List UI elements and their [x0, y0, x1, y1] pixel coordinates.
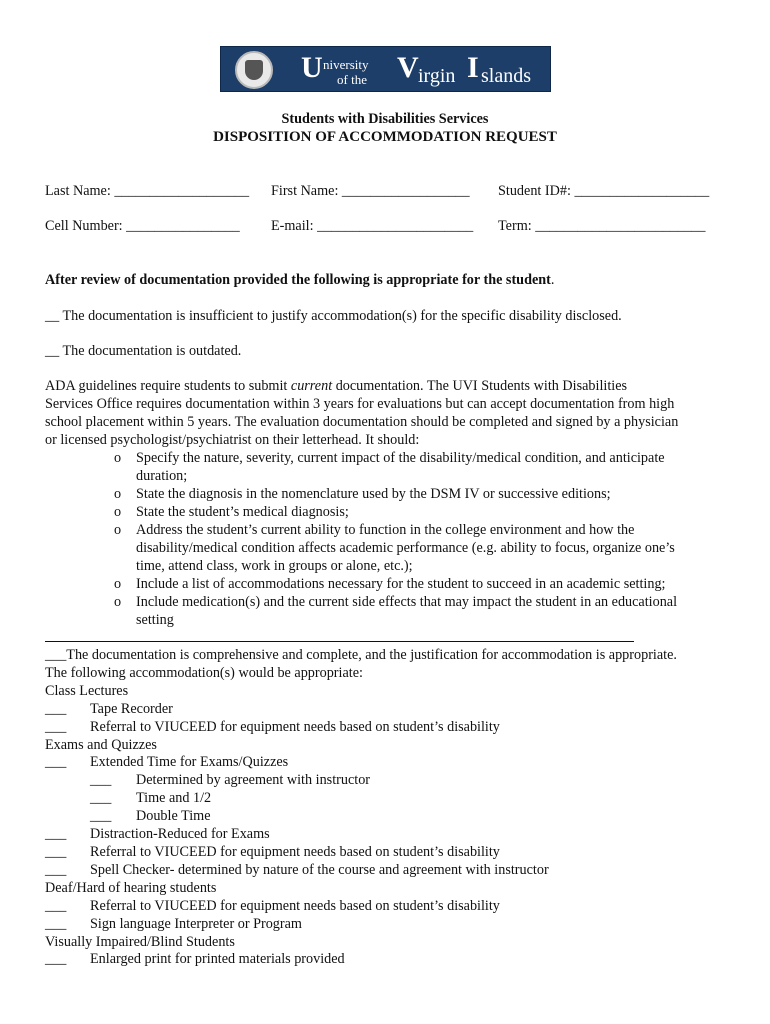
checkbox-blank[interactable]: ___	[45, 719, 67, 735]
accommodation-item: Sign language Interpreter or Program	[90, 916, 302, 932]
requirement-item: time, attend class, work in groups or alone, etc.);	[136, 558, 413, 574]
requirement-item: State the diagnosis in the nomenclature used by the DSM IV or successive editions;	[136, 486, 611, 502]
section-heading-class-lectures: Class Lectures	[45, 683, 129, 699]
section-heading-visual: Visually Impaired/Blind Students	[45, 934, 235, 950]
checkbox-blank[interactable]: ___	[90, 808, 112, 824]
last-name-field[interactable]: Last Name: ___________________	[45, 183, 250, 199]
checkbox-blank[interactable]: ___	[45, 826, 67, 842]
checkbox-blank[interactable]: ___	[45, 844, 67, 860]
option-outdated[interactable]: __ The documentation is outdated.	[45, 343, 242, 359]
requirement-item: Specify the nature, severity, current impact of the disability/medical condition, and anticipate	[136, 450, 665, 466]
section-heading-deaf: Deaf/Hard of hearing students	[45, 880, 217, 896]
accommodation-item: Referral to VIUCEED for equipment needs based on student’s disability	[90, 844, 500, 860]
option-insufficient[interactable]: __ The documentation is insufficient to justify accommodation(s) for the specific disability disclosed.	[45, 308, 622, 324]
requirement-item: setting	[136, 612, 174, 628]
separator-line	[45, 641, 634, 642]
ada-paragraph-line: ADA guidelines require students to submit current documentation. The UVI Students with Disabilities	[45, 378, 628, 394]
requirement-item: State the student’s medical diagnosis;	[136, 504, 349, 520]
office-subtitle: Students with Disabilities Services	[281, 111, 489, 127]
email-field[interactable]: E-mail: ______________________	[271, 218, 474, 234]
checkbox-blank[interactable]: ___	[90, 772, 112, 788]
bullet-marker: o	[114, 576, 122, 592]
section-heading-exams: Exams and Quizzes	[45, 737, 157, 753]
accommodation-item: Enlarged print for printed materials provided	[90, 951, 345, 967]
term-field[interactable]: Term: ________________________	[498, 218, 706, 234]
accommodation-item: Distraction-Reduced for Exams	[90, 826, 270, 842]
checkbox-blank[interactable]: ___	[90, 790, 112, 806]
logo-wordmark: U niversity of the V irgin I slands	[301, 51, 531, 87]
ada-paragraph-line: Services Office requires documentation within 3 years for evaluations but can accept documentation from high	[45, 396, 675, 412]
requirement-item: duration;	[136, 468, 188, 484]
bullet-marker: o	[114, 486, 122, 502]
accommodation-item: Referral to VIUCEED for equipment needs based on student’s disability	[90, 719, 500, 735]
checkbox-blank[interactable]: ___	[45, 701, 67, 717]
university-logo	[220, 46, 551, 92]
checkbox-blank[interactable]: ___	[45, 951, 67, 967]
requirement-item: Address the student’s current ability to function in the college environment and how the	[136, 522, 635, 538]
accommodation-item: Spell Checker- determined by nature of the course and agreement with instructor	[90, 862, 549, 878]
requirement-item: disability/medical condition affects academic performance (e.g. ability to focus, organize one’s	[136, 540, 675, 556]
bullet-marker: o	[114, 522, 122, 538]
option-comprehensive[interactable]: ___The documentation is comprehensive and complete, and the justification for accommodation is appropriate.	[45, 647, 677, 663]
accommodation-item: Extended Time for Exams/Quizzes	[90, 754, 289, 770]
ada-paragraph-line: or licensed psychologist/psychiatrist on their letterhead. It should:	[45, 432, 420, 448]
accommodation-subitem: Determined by agreement with instructor	[136, 772, 371, 788]
university-seal-icon	[235, 51, 273, 89]
first-name-field[interactable]: First Name: __________________	[271, 183, 470, 199]
accommodation-item: Tape Recorder	[90, 701, 173, 717]
bullet-marker: o	[114, 594, 122, 610]
ada-paragraph-line: school placement within 5 years. The evaluation documentation should be completed and signed by a physician	[45, 414, 679, 430]
bullet-marker: o	[114, 450, 122, 466]
requirement-item: Include medication(s) and the current side effects that may impact the student in an educational	[136, 594, 678, 610]
accommodations-intro: The following accommodation(s) would be appropriate:	[45, 665, 363, 681]
checkbox-blank[interactable]: ___	[45, 754, 67, 770]
checkbox-blank[interactable]: ___	[45, 898, 67, 914]
accommodation-subitem: Double Time	[136, 808, 211, 824]
form-title: DISPOSITION OF ACCOMMODATION REQUEST	[213, 129, 557, 145]
bullet-marker: o	[114, 504, 122, 520]
checkbox-blank[interactable]: ___	[45, 916, 67, 932]
accommodation-item: Referral to VIUCEED for equipment needs based on student’s disability	[90, 898, 500, 914]
requirement-item: Include a list of accommodations necessary for the student to succeed in an academic setting;	[136, 576, 666, 592]
student-id-field[interactable]: Student ID#: ___________________	[498, 183, 710, 199]
cell-number-field[interactable]: Cell Number: ________________	[45, 218, 240, 234]
checkbox-blank[interactable]: ___	[45, 862, 67, 878]
accommodation-subitem: Time and 1/2	[136, 790, 212, 806]
review-heading: After review of documentation provided the following is appropriate for the student.	[45, 272, 555, 288]
